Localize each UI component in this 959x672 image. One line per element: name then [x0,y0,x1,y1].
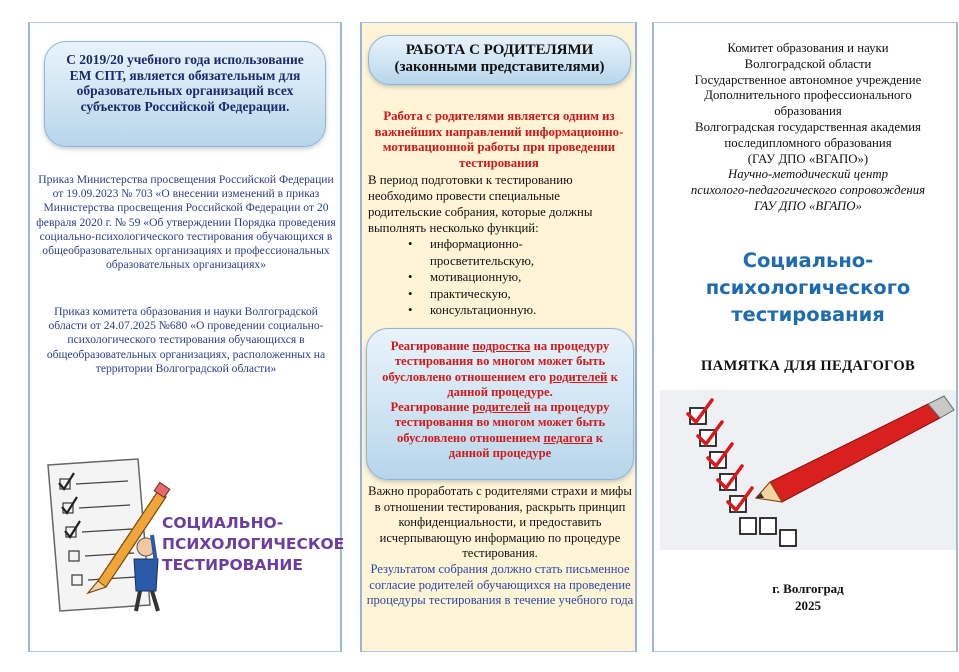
logo-text-line: ТЕСТИРОВАНИЕ [162,556,303,574]
order-committee: Приказ комитета образования и науки Волгоградской области от 24.07.2025 №680 «О проведении социально-психологического тестирования обучающихся в общеобразовательных организациях, расположенных на территории Волгоградской области» [46,305,326,375]
year-label: 2025 [795,598,821,613]
logo-text [162,513,345,576]
callout-text: С 2019/20 учебного года использование ЕМ СПТ, является обязательным для образовательных организаций всех субъектов Российской Федерации. [66,52,304,114]
list-item: • консультационную. [402,302,622,319]
org-line: образования [774,104,842,119]
center-line: психолого-педагогического сопровождения [690,183,926,198]
list-item: • практическую, [402,286,622,303]
middle-panel [360,22,637,652]
logo-text-line: ПСИХОЛОГИЧЕСКОЕ [162,535,345,553]
list-item: • информационно-просветительскую, [402,236,622,269]
body-text: В период подготовки к тестированию необходимо провести специальные родительские собрания, которые должны выполнять несколько функций: [368,173,593,235]
org-line: (ГАУ ДПО «ВГАПО») [747,151,869,166]
checklist-pencil-illustration [660,390,956,550]
title-line: тестирования [731,303,885,326]
closing-text-black: Важно проработать с родителями страхи и мифы в отношении тестирования, раскрыть принцип конфиденциальности, и предоставить исчерпывающую информацию по процедуре тестирования. [368,484,632,561]
org-line: последипломного образования [724,135,892,150]
callout-box [44,41,326,147]
callout-fragment: на процедуру тестирования во многом может быть обусловлено отношением его [382,339,610,384]
closing-text-blue: Результатом собрания должно стать письменное согласие родителей обучающихся на проведение процедуры тестирования в течение учебного года [366,561,634,608]
org-line: Государственное автономное учреждение [694,72,922,87]
logo-text-line: СОЦИАЛЬНО- [162,514,284,532]
callout-underlined: подростка [472,339,531,353]
callout-fragment: Реагирование [390,339,473,353]
cover-panel [652,22,958,652]
org-line: Комитет образования и науки [727,41,889,55]
org-line: Волгоградская государственная академия [695,119,921,134]
order-ministry: Приказ Министерства просвещения Российской Федерации от 19.09.2023 № 703 «О внесении изменений в приказ Министерства просвещения Российской Федерации от 20 февраля 2020 г. № 59 «Об утверждении Порядка проведения социально-психологического тестирования обучающихся в общеобразовательных организациях и профессиональных образовательных организациях» [36,173,336,272]
center-line: ГАУ ДПО «ВГАПО» [754,198,862,213]
closing-text [366,484,634,609]
org-line: Дополнительного профессионального [704,88,912,103]
callout-underlined: родителей [549,369,608,384]
publication-info [660,580,956,614]
title-line: Социально- [742,249,874,272]
brochure-title [660,247,956,328]
organization-header [660,41,956,215]
callout-fragment: Реагирование [390,400,473,415]
section-title: РАБОТА С РОДИТЕЛЯМИ [405,42,594,58]
reaction-callout [366,328,634,480]
callout-fragment: к данной процедуре [448,430,604,461]
brochure-subtitle: ПАМЯТКА ДЛЯ ПЕДАГОГОВ [700,358,916,374]
intro-text: Работа с родителями является одним из важнейших направлений информационно- мотивационной работы при проведении тестирования [374,109,624,170]
left-panel [28,22,345,652]
callout-underlined: педагога [543,430,593,445]
section-subtitle: (законными представителями) [394,59,605,75]
callout-underlined: родителей [472,400,531,415]
section-header [368,35,631,85]
title-line: психологического [705,276,911,299]
functions-list [402,236,622,319]
callout-fragment: на процедуру тестирования во многом может быть обусловлено отношением [394,400,610,445]
list-item: • мотивационную, [402,269,622,286]
callout-fragment: к данной процедуре. [447,369,618,399]
org-line: Волгоградской области [744,56,872,71]
city-label: г. Волгоград [772,581,844,596]
center-line: Научно-методический центр [728,167,888,182]
